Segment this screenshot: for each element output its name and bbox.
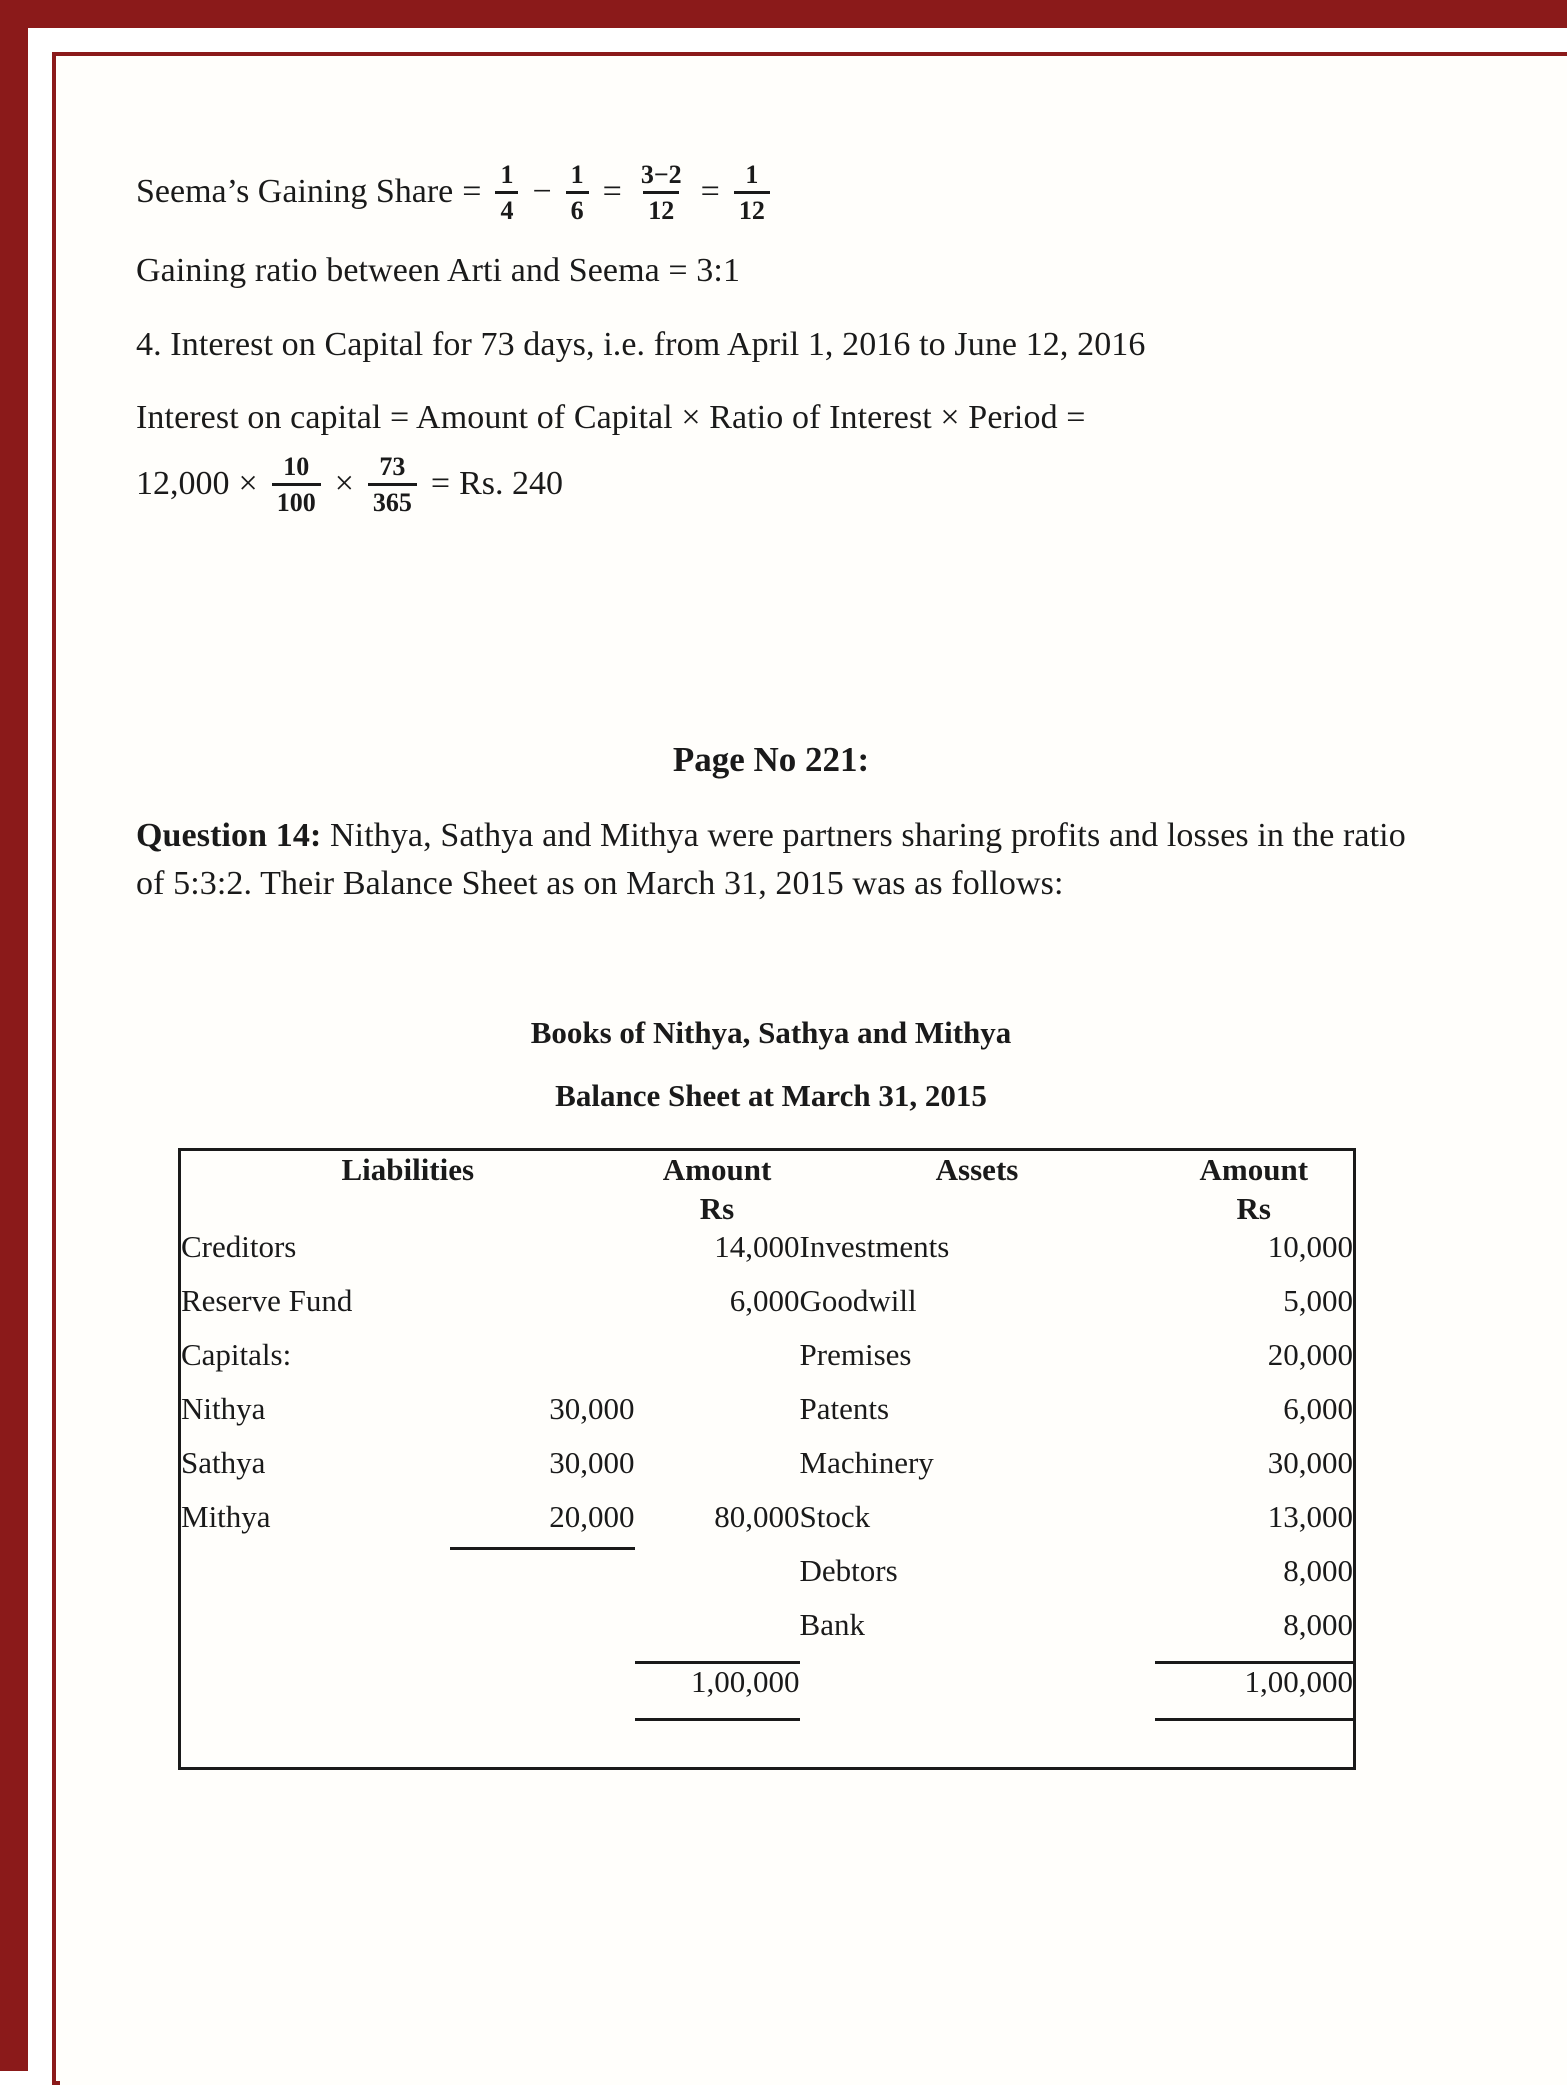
question-text: Nithya, Sathya and Mithya were partners sharing profits and losses in the ratio of 5:3:2. Their Balance Sheet as on March 31, 2015 was as follows: xyxy=(136,817,1406,902)
cell-liability xyxy=(180,1553,450,1607)
balance-sheet-table-wrapper xyxy=(178,1148,1353,1770)
sub-amount-value: 20,000 xyxy=(549,1498,635,1534)
table-total-row xyxy=(180,1662,1355,1719)
equation-seema-gaining-share xyxy=(136,160,1406,225)
document-content xyxy=(60,60,1567,2085)
cell-asset-amount: 13,000 xyxy=(1267,1498,1354,1534)
table-subtitle-block xyxy=(136,1078,1406,1114)
cell-asset-amount: 6,000 xyxy=(1283,1390,1354,1426)
cell-liability xyxy=(180,1607,450,1663)
question-label: Question 14: xyxy=(136,817,322,854)
cell-liability: Mithya xyxy=(181,1498,271,1534)
equals-sign-3: = xyxy=(700,173,720,211)
cell-liability-amount xyxy=(635,1607,800,1663)
table-row xyxy=(180,1499,1355,1553)
fraction-one-sixth xyxy=(566,160,589,225)
cell-asset-amount: 5,000 xyxy=(1283,1282,1354,1318)
table-row xyxy=(180,1283,1355,1337)
header-amount-unit: Rs xyxy=(699,1190,735,1226)
cell-liability-sub-amount xyxy=(450,1607,635,1663)
fraction-numerator: 3−2 xyxy=(640,160,682,189)
table-closing-row xyxy=(180,1719,1355,1768)
header-amount-assets xyxy=(1155,1150,1355,1229)
cell-liability-amount xyxy=(635,1391,800,1445)
cell-liability-sub-amount xyxy=(450,1229,635,1283)
cell-liability-total xyxy=(180,1662,450,1719)
equation-interest-computation xyxy=(136,452,1406,517)
cell-asset: Machinery xyxy=(799,1444,934,1480)
fraction-denominator: 100 xyxy=(272,483,321,517)
question-block xyxy=(136,812,1406,933)
fraction-one-fourth xyxy=(495,160,518,225)
fraction-denominator: 4 xyxy=(495,191,518,225)
paragraph-gaining-ratio: Gaining ratio between Arti and Seema = 3:1 xyxy=(136,252,741,290)
page-heading: Page No 221: xyxy=(672,740,870,779)
page-border-inner xyxy=(28,28,1567,2071)
cell-liability-sub-amount xyxy=(450,1283,635,1337)
cell-liability-amount xyxy=(635,1337,800,1391)
equation-label: Seema’s Gaining Share xyxy=(136,173,454,211)
header-assets: Assets xyxy=(935,1152,1019,1187)
capital-amount: 12,000 xyxy=(136,465,230,503)
header-amount-unit: Rs xyxy=(1236,1190,1271,1226)
equals-sign: = xyxy=(430,465,451,503)
table-row xyxy=(180,1445,1355,1499)
cell-closing-rule-liabilities xyxy=(635,1719,800,1768)
cell-closing-blank xyxy=(450,1719,635,1768)
fraction-numerator: 1 xyxy=(745,160,759,189)
cell-liability: Reserve Fund xyxy=(181,1282,353,1318)
cell-liability: Capitals: xyxy=(181,1336,292,1372)
header-amount-label: Amount xyxy=(662,1152,772,1187)
paragraph-interest-formula: Interest on capital = Amount of Capital × Ratio of Interest × Period = xyxy=(136,399,1086,437)
cell-asset: Patents xyxy=(799,1390,890,1426)
cell-asset-amount: 10,000 xyxy=(1267,1228,1354,1264)
capitals-subtotal-rule xyxy=(450,1547,635,1550)
fraction-denominator: 12 xyxy=(643,191,679,225)
page-number-heading-block xyxy=(136,740,1406,780)
minus-sign: − xyxy=(532,173,552,211)
page-sheet xyxy=(52,52,1567,2085)
multiply-sign-2: × xyxy=(334,465,354,503)
cell-asset-amount: 30,000 xyxy=(1267,1444,1354,1480)
cell-liability-sub-total xyxy=(450,1662,635,1719)
table-titles-block xyxy=(136,1015,1406,1051)
header-amount-label: Amount xyxy=(1199,1152,1309,1187)
header-amount-liabilities xyxy=(635,1150,800,1229)
table-header xyxy=(180,1150,1355,1229)
cell-asset-amount: 8,000 xyxy=(1283,1552,1354,1588)
fraction-rate xyxy=(272,452,321,517)
cell-liability: Sathya xyxy=(181,1444,266,1480)
cell-liability-sub-amount: 30,000 xyxy=(549,1444,635,1480)
fraction-three-minus-two-over-twelve xyxy=(636,160,687,225)
fraction-denominator: 6 xyxy=(566,191,589,225)
cell-liability-amount: 6,000 xyxy=(729,1282,800,1318)
table-row xyxy=(180,1553,1355,1607)
table-body xyxy=(180,1229,1355,1769)
table-title-balance-sheet: Balance Sheet at March 31, 2015 xyxy=(555,1078,987,1113)
cell-total-liabilities-amount: 1,00,000 xyxy=(635,1662,800,1719)
cell-liability-amount xyxy=(635,1445,800,1499)
cell-asset-amount: 20,000 xyxy=(1267,1336,1354,1372)
cell-asset-total xyxy=(800,1662,1155,1719)
paragraph-point-4-interest-on-capital: 4. Interest on Capital for 73 days, i.e. from April 1, 2016 to June 12, 2016 xyxy=(136,325,1146,363)
cell-liability-sub-amount xyxy=(450,1499,635,1553)
cell-asset: Debtors xyxy=(799,1552,898,1588)
cell-liability: Creditors xyxy=(181,1228,297,1264)
multiply-sign-1: × xyxy=(238,465,258,503)
cell-closing-blank xyxy=(180,1719,450,1768)
balance-sheet-table xyxy=(178,1148,1356,1770)
cell-liability-sub-amount: 30,000 xyxy=(549,1390,635,1426)
cell-asset: Investments xyxy=(799,1228,950,1264)
cell-liability: Nithya xyxy=(181,1390,266,1426)
table-row xyxy=(180,1337,1355,1391)
equals-sign-1: = xyxy=(462,173,482,211)
fraction-numerator: 73 xyxy=(379,452,406,481)
table-row xyxy=(180,1607,1355,1663)
cell-closing-blank xyxy=(800,1719,1155,1768)
cell-asset: Premises xyxy=(799,1336,912,1372)
cell-closing-rule-assets xyxy=(1155,1719,1355,1768)
fraction-denominator: 365 xyxy=(368,483,417,517)
equals-sign-2: = xyxy=(602,173,622,211)
cell-asset: Goodwill xyxy=(799,1282,917,1318)
interest-result: Rs. 240 xyxy=(459,465,563,503)
solution-text-block xyxy=(136,160,1406,517)
cell-liability-sub-amount xyxy=(450,1553,635,1607)
header-liabilities: Liabilities xyxy=(341,1152,475,1187)
fraction-denominator: 12 xyxy=(734,191,770,225)
cell-liability-amount: 80,000 xyxy=(714,1498,800,1534)
cell-total-assets-amount: 1,00,000 xyxy=(1155,1662,1355,1719)
question-paragraph xyxy=(136,812,1406,907)
table-row xyxy=(180,1229,1355,1283)
fraction-numerator: 1 xyxy=(570,160,584,189)
cell-liability-sub-amount xyxy=(450,1337,635,1391)
fraction-numerator: 10 xyxy=(283,452,310,481)
cell-liability-amount xyxy=(635,1553,800,1607)
cell-liability-amount: 14,000 xyxy=(714,1228,800,1264)
cell-asset: Bank xyxy=(799,1606,865,1642)
table-title-books: Books of Nithya, Sathya and Mithya xyxy=(530,1015,1012,1050)
table-row xyxy=(180,1391,1355,1445)
fraction-numerator: 1 xyxy=(500,160,514,189)
cell-asset: Stock xyxy=(799,1498,871,1534)
fraction-one-twelfth xyxy=(734,160,770,225)
fraction-period xyxy=(368,452,417,517)
table-header-row xyxy=(180,1150,1355,1229)
cell-asset-amount: 8,000 xyxy=(1283,1606,1354,1642)
